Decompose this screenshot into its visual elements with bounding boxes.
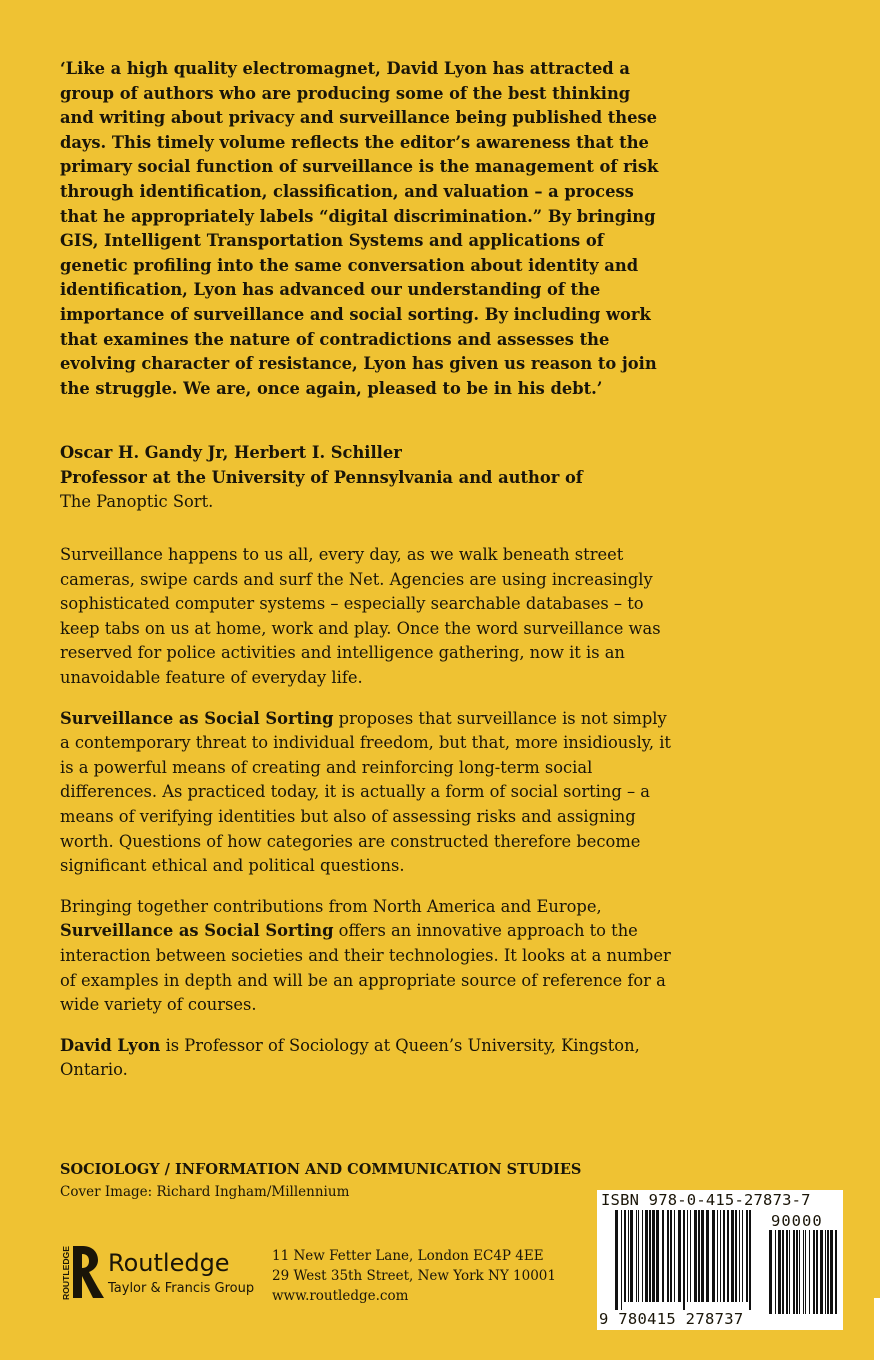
barcode-bar xyxy=(786,1230,788,1314)
quote-affiliation: Professor at the University of Pennsylvania and author of xyxy=(60,467,583,487)
barcode-bar xyxy=(793,1230,795,1314)
barcode-bar xyxy=(667,1210,669,1302)
publisher-name: Routledge xyxy=(108,1249,230,1277)
publisher-website: www.routledge.com xyxy=(272,1288,409,1304)
barcode-bar xyxy=(720,1210,721,1302)
price-code: 90000 xyxy=(771,1212,823,1230)
barcode-bar xyxy=(670,1210,672,1302)
barcode-bar xyxy=(825,1230,826,1314)
barcode-bar xyxy=(727,1210,729,1302)
barcode-bar xyxy=(813,1230,815,1314)
routledge-mark-icon xyxy=(60,1243,106,1301)
barcode-bar xyxy=(735,1210,737,1302)
barcode-bar xyxy=(662,1210,664,1302)
barcode-bar xyxy=(796,1230,798,1314)
barcode-bar xyxy=(636,1210,637,1302)
barcode-bar xyxy=(645,1210,648,1302)
author-name: David Lyon xyxy=(60,1035,161,1055)
edge-strip xyxy=(874,1298,880,1360)
quote-book-title: The Panoptic Sort. xyxy=(60,492,214,512)
ean-barcode-bars xyxy=(615,1210,753,1310)
barcode-bar xyxy=(694,1210,697,1302)
barcode-bar xyxy=(799,1230,800,1314)
subject-category: SOCIOLOGY / INFORMATION AND COMMUNICATION STUDIES xyxy=(60,1161,582,1178)
routledge-logo xyxy=(60,1243,260,1303)
barcode-bar xyxy=(805,1230,806,1314)
barcode-bar xyxy=(789,1230,790,1314)
barcode-bar xyxy=(830,1230,833,1314)
barcode-bar xyxy=(642,1210,643,1302)
barcode-bar xyxy=(742,1210,743,1302)
barcode-bar xyxy=(678,1210,681,1302)
publisher-group: Taylor & Francis Group xyxy=(108,1281,255,1296)
book-title-inline: Surveillance as Social Sorting xyxy=(60,921,334,941)
barcode-bar xyxy=(630,1210,633,1302)
barcode-bar xyxy=(706,1210,709,1302)
logo-vertical-text: ROUTLEDGE xyxy=(61,1246,71,1300)
barcode-bar xyxy=(656,1210,659,1302)
quote-author: Oscar H. Gandy Jr, Herbert I. Schiller xyxy=(60,443,402,462)
barcode-bar xyxy=(701,1210,704,1302)
barcode-bar xyxy=(775,1230,776,1314)
quote-attribution xyxy=(60,441,680,515)
description-paragraph-2: Surveillance as Social Sorting proposes that surveillance is not simply a contemporary threat to individual freedom, but that, more insidiously, it is a powerful means of creating and reinforcing long-term social differences. As practiced today, it is actually a form of social sorting – a means of verifying identities but also of assessing risks and assigning worth. Questions of how categories are constructed therefore become significant ethical and political questions. xyxy=(60,708,671,876)
barcode-bar xyxy=(615,1210,618,1310)
barcode-bar xyxy=(621,1210,622,1310)
isbn-barcode xyxy=(597,1190,843,1330)
barcode-bar xyxy=(809,1230,810,1314)
endorsement-quote xyxy=(60,57,660,401)
barcode-bar xyxy=(835,1230,837,1314)
quote-text: ‘Like a high quality electromagnet, David Lyon has attracted a group of authors who are producing some of the best thinking and writing about privacy and surveillance being published these days. This timely volume reflects the editor’s awareness that the primary social function of surveillance is the management of risk through identification, classification, and valuation – a process that he appropriately labels “digital discrimination.” By bringing GIS, Intelligent Transportation Systems and applications of genetic profiling into the same conversation about identity and identification, Lyon has advanced our understanding of the importance of surveillance and social sorting. By including work that examines the nature of contradictions and assesses the evolving character of resistance, Lyon has given us reason to join the struggle. We are, once again, pleased to be in his debt.’ xyxy=(60,59,659,398)
book-title-inline: Surveillance as Social Sorting xyxy=(60,708,334,728)
barcode-bar xyxy=(739,1210,740,1302)
barcode-bar xyxy=(769,1230,772,1314)
publisher-address xyxy=(272,1246,556,1306)
barcode-bar xyxy=(778,1230,781,1314)
barcode-bar xyxy=(803,1230,804,1314)
barcode-bar xyxy=(717,1210,718,1302)
barcode-bar xyxy=(749,1210,751,1310)
barcode-bar xyxy=(816,1230,818,1314)
addon-barcode-bars xyxy=(769,1230,839,1322)
barcode-bar xyxy=(687,1210,688,1302)
description-paragraph-1: Surveillance happens to us all, every day, as we walk beneath street cameras, swipe cards and surf the Net. Agencies are using increasingly sophisticated computer systems – especially searchable databases – to keep tabs on us at home, work and play. Once the word surveillance was reserved for police activities and intelligence gathering, now it is an unavoidable feature of everyday life. xyxy=(60,545,661,687)
barcode-bar xyxy=(698,1210,700,1302)
barcode-bar xyxy=(731,1210,734,1302)
barcode-bar xyxy=(652,1210,655,1302)
barcode-bar xyxy=(683,1210,685,1310)
cover-credit: Cover Image: Richard Ingham/Millennium xyxy=(60,1184,350,1200)
barcode-bar xyxy=(723,1210,725,1302)
barcode-bar xyxy=(624,1210,626,1302)
barcode-bar xyxy=(746,1210,748,1302)
barcode-bar xyxy=(827,1230,829,1314)
barcode-bar xyxy=(782,1230,784,1314)
ean-digits: 9 780415 278737 xyxy=(599,1310,744,1328)
address-london: 11 New Fetter Lane, London EC4P 4EE xyxy=(272,1248,544,1264)
isbn-label: ISBN 978-0-415-27873-7 xyxy=(601,1191,811,1209)
address-new-york: 29 West 35th Street, New York NY 10001 xyxy=(272,1268,556,1284)
barcode-bar xyxy=(638,1210,639,1302)
barcode-bar xyxy=(649,1210,651,1302)
author-bio: David Lyon is Professor of Sociology at Queen’s University, Kingston, Ontario. xyxy=(60,1035,640,1080)
barcode-bar xyxy=(690,1210,691,1302)
barcode-bar xyxy=(674,1210,675,1302)
barcode-bar xyxy=(628,1210,629,1302)
barcode-bar xyxy=(712,1210,715,1302)
barcode-bar xyxy=(820,1230,823,1314)
description-paragraph-3: Bringing together contributions from North America and Europe, Surveillance as Social Sorting offers an innovative approach to the interaction between societies and their technologies. It looks at a number of examples in depth and will be an appropriate source of reference for a wide variety of courses. xyxy=(60,896,671,1015)
book-description xyxy=(60,543,680,1099)
